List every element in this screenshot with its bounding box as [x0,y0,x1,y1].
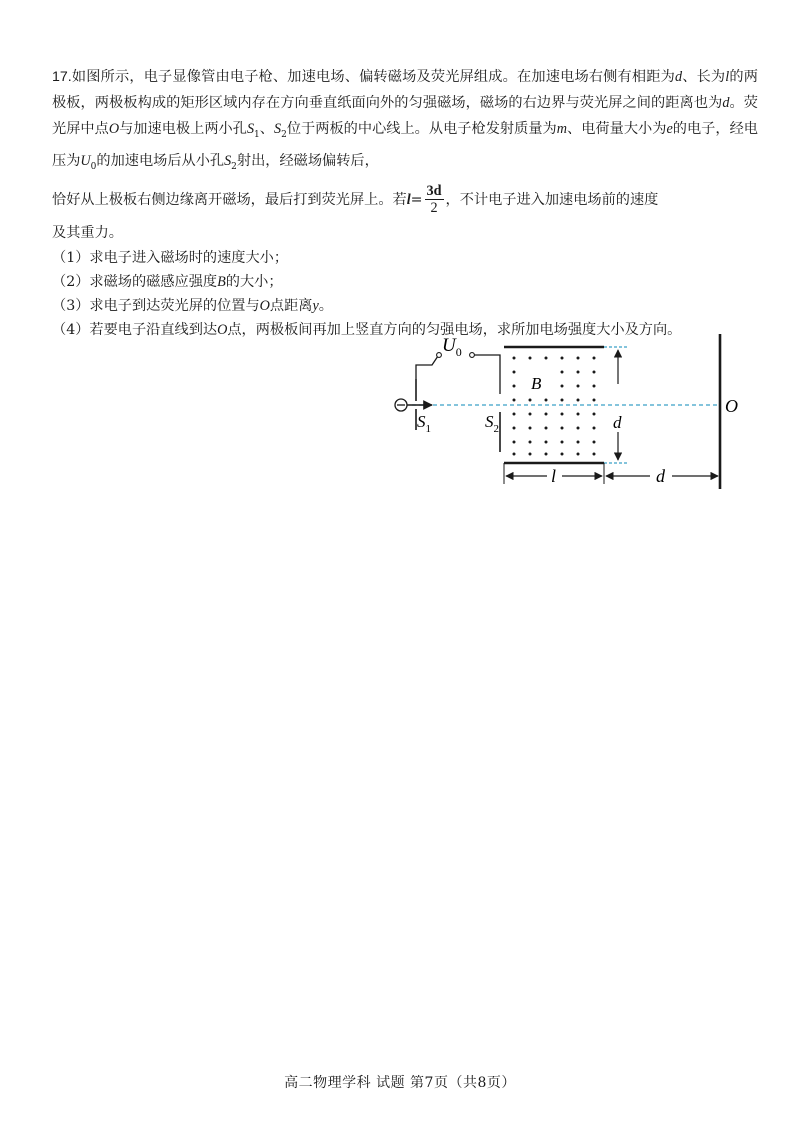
field-dot [513,385,516,388]
field-dot [561,399,564,402]
field-dot [513,413,516,416]
field-dot [593,427,596,430]
field-dot [577,441,580,444]
label-U0: $U_0$ [442,335,462,359]
voltage-wire-left [416,356,438,379]
field-dot [561,427,564,430]
text: 与加速电极上两小孔 [119,121,247,137]
field-dot [545,357,548,360]
field-dot [577,357,580,360]
field-dot [513,441,516,444]
field-dot [561,453,564,456]
label-S2: $S_2$ [485,412,499,435]
voltage-wire-right [474,355,500,394]
field-dot [577,453,580,456]
var-S2: S [224,152,232,169]
text: 荧光屏之间的距离也为 [579,95,723,111]
var-d: d [674,69,683,85]
field-dot [577,371,580,374]
sub-question-3 [52,294,758,318]
sub: 2 [231,161,237,172]
field-dot [561,441,564,444]
voltage-terminal-left [437,353,442,358]
field-dot [529,413,532,416]
var-e: e [666,121,673,137]
label-S1: $S_1$ [417,412,431,435]
voltage-terminal-right [470,353,475,358]
var-S2: S [274,121,282,137]
text: 的大小； [225,273,283,290]
magnetic-field-dots [513,357,596,456]
text: 的两极板，两极板构成的矩形区域内存在方向垂直纸面向外的匀强磁场，磁场的右边界与 [52,69,758,111]
text: 、 [259,121,274,137]
var-B: B [217,273,226,290]
field-dot [561,371,564,374]
var-O: O [259,297,270,314]
text: （3）求电子到达荧光屏的位置与 [52,297,260,314]
problem-paragraph [52,64,758,180]
var-d: d [722,95,730,111]
text: 。 [318,297,333,314]
text: 。荧光屏中点 [52,95,758,137]
text: （1）求电子进入磁场时的速度大小； [52,249,289,266]
sub: 0 [90,161,97,172]
sub-question-1 [52,246,758,270]
fraction-3d-over-2 [425,183,444,216]
text: 恰好从上极板右侧边缘离开磁场，最后打到荧光屏上。若 [52,191,407,208]
field-dot [513,427,516,430]
text: 及其重力。 [52,224,123,241]
text: 如图所示，电子显像管由电子枪、加速电场、偏转磁场及荧光屏组成。在加速电场右侧有相距为 [71,69,675,85]
text: 的电子，经电压为 [52,121,758,169]
field-dot [561,357,564,360]
field-dot [545,427,548,430]
field-dot [593,399,596,402]
field-dot [513,453,516,456]
var-U0: U [80,152,91,169]
var-O: O [217,321,228,338]
field-dot [561,413,564,416]
field-dot [529,427,532,430]
var-y: y [312,297,319,314]
footer-text: 高二物理学科 试题 第7页（共8页） [284,1075,516,1091]
sub-question-2 [52,270,758,294]
label-O: O [725,396,738,416]
problem-number: 17. [52,69,72,85]
problem-paragraph-condition [52,180,758,220]
sub: 1 [254,129,260,140]
field-dot [561,385,564,388]
field-dot [529,399,532,402]
text: 位于两板的中心线上。从电子枪 [286,121,486,137]
var-O: O [108,121,120,137]
label-B: B [531,374,542,393]
text: 射出，经磁场偏转后， [236,152,379,169]
equals-sign: = [410,191,423,208]
field-dot [593,357,596,360]
field-dot [545,413,548,416]
text: 的加速电场后从小孔 [96,152,225,169]
problem-17 [52,64,758,342]
apparatus-diagram [392,334,752,494]
field-dot [577,413,580,416]
var-S1: S [246,121,255,137]
field-dot [529,441,532,444]
text: 、电荷量大小为 [566,121,667,137]
apparatus-svg [392,334,752,494]
field-dot [513,399,516,402]
field-dot [545,453,548,456]
field-dot [577,399,580,402]
text: 点，两极板间再加上竖直方向的匀强电场，求所加电场强度大小及方向。 [227,321,682,338]
page-footer [0,1072,800,1092]
field-dot [593,413,596,416]
field-dot [577,385,580,388]
electron-gun-icon [395,399,407,411]
text: （2）求磁场的磁感应强度 [52,273,218,290]
field-dot [593,453,596,456]
field-dot [577,427,580,430]
text: 发射质量为 [485,121,557,137]
fraction-numerator: 3d [426,183,442,200]
sub: 2 [281,129,287,140]
field-dot [529,453,532,456]
text: 、长为 [682,69,726,85]
problem-paragraph-end [52,220,758,246]
label-l: l [551,466,557,486]
field-dot [529,357,532,360]
fraction-denominator: 2 [430,200,438,217]
field-dot [545,399,548,402]
field-dot [513,357,516,360]
var-l: l [406,191,411,208]
var-l: l [725,69,730,85]
label-d-dist: d [656,466,665,486]
field-dot [593,371,596,374]
text: 点距离 [269,297,313,314]
field-dot [593,441,596,444]
field-dot [545,441,548,444]
var-m: m [556,121,567,137]
field-dot [593,385,596,388]
text: （4）若要电子沿直线到达 [52,321,218,338]
field-dot [513,371,516,374]
text: ，不计电子进入加速电场前的速度 [445,191,659,208]
label-d-gap: d [613,413,622,432]
